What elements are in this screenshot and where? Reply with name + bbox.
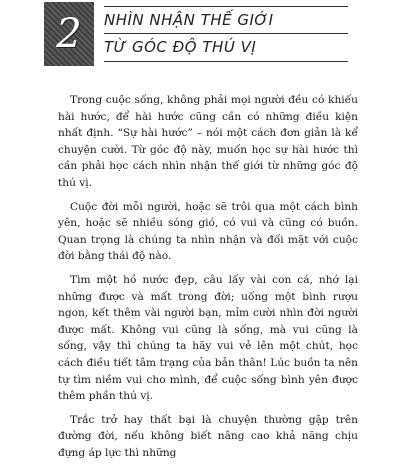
chapter-number: 2 <box>56 11 82 57</box>
chapter-title <box>104 6 348 62</box>
chapter-title-line-1: NHÌN NHẬN THẾ GIỚI <box>104 6 348 34</box>
paragraph-3: Tìm một hồ nước đẹp, câu lấy vài con cá, nhớ lại những được và mất trong đời; uống một bình rượu ngon, kết thêm vài người bạn, mỉm cười nhìn đời người được mất. Không vui cũng là sống, mà vui cũng là sống, vậy thì chúng ta hãy vui vẻ lên một chút, học cách điều tiết tâm trạng của bản thân! Lúc buồn ta nên tự tìm niềm vui cho mình, để cuộc sống bình yên được thêm phần thú vị. <box>58 273 358 403</box>
chapter-title-line-2: TỪ GÓC ĐỘ THÚ VỊ <box>104 34 348 62</box>
body-text <box>58 92 358 468</box>
paragraph-2: Cuộc đời mỗi người, hoặc sẽ trôi qua một cách bình yên, hoặc sẽ nhiều sóng gió, có vui và cũng có buồn. Quan trọng là chúng ta nhìn nhận và đối mặt với cuộc đời bằng thái độ nào. <box>58 200 358 263</box>
paragraph-4: Trắc trở hay thất bại là chuyện thường gặp trên đường đời, nếu không biết nâng cao khả năng chịu đựng áp lực thì những <box>58 413 358 459</box>
chapter-number-box <box>44 2 94 66</box>
chapter-header <box>44 2 348 70</box>
paragraph-1: Trong cuộc sống, không phải mọi người đều có khiếu hài hước, để hài hước cũng cần có những điều kiện nhất định. “Sự hài hước” – nói một cách đơn giản là kể chuyện cười. Từ góc độ này, muốn học sự hài hước thì cần phải học cách nhìn nhận thế giới từ những góc độ thú vị. <box>58 94 358 189</box>
